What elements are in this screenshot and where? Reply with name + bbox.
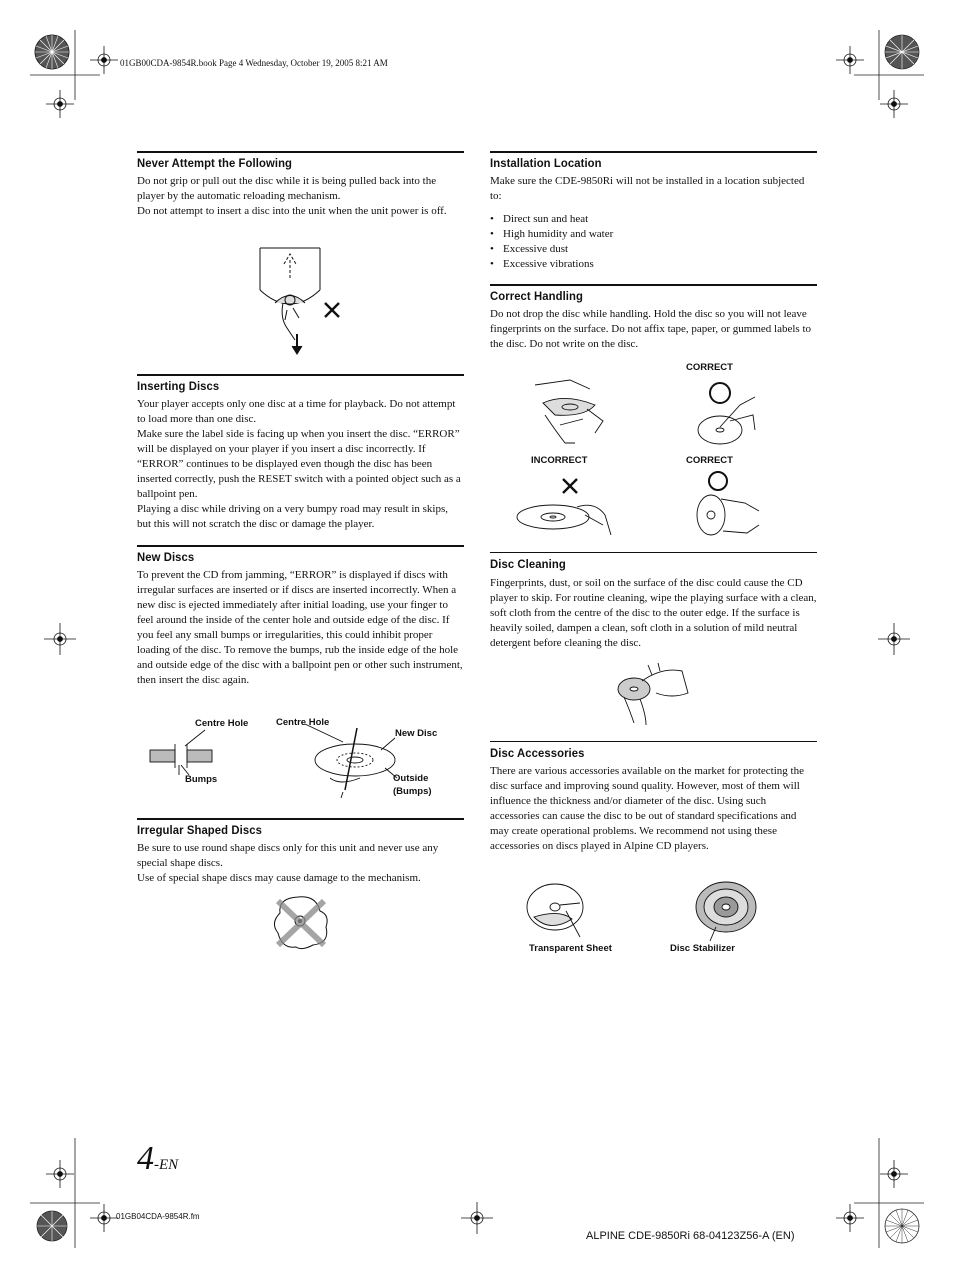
section-body-newdiscs bbox=[137, 568, 464, 688]
list-item: • High humidity and water bbox=[490, 227, 817, 242]
label-disc-stabilizer: Disc Stabilizer bbox=[670, 943, 735, 954]
figure-disc-cleaning bbox=[612, 663, 692, 728]
page-number-suffix: -EN bbox=[154, 1157, 179, 1173]
list-item: • Excessive vibrations bbox=[490, 257, 817, 272]
section-body-never bbox=[137, 174, 464, 219]
label-incorrect: INCORRECT bbox=[531, 455, 588, 466]
label-correct-2: CORRECT bbox=[686, 455, 733, 466]
paragraph: Be sure to use round shape discs only for this unit and never use any special shape discs. bbox=[137, 842, 439, 869]
paragraph: Playing a disc while driving on a very bumpy road may result in skips, but this will not scratch the disc or damage the player. bbox=[137, 503, 449, 530]
section-body-accessories bbox=[490, 764, 817, 854]
section-title-install: Installation Location bbox=[490, 156, 602, 170]
figure-irregular-disc bbox=[268, 893, 338, 953]
label-centre-hole-2: Centre Hole bbox=[276, 717, 330, 728]
list-item: • Excessive dust bbox=[490, 242, 817, 257]
figure-accessories bbox=[520, 875, 780, 945]
label-outside: Outside bbox=[393, 773, 429, 784]
section-body-cleaning bbox=[490, 576, 817, 651]
paragraph: Make sure the label side is facing up when you insert the disc. “ERROR” will be displayed on your player if you insert a disc incorrectly. If “ERROR” continues to be displayed even though the disc has been inserted correctly, push the RESET switch with a pointed object such as a ballpoint pen. bbox=[137, 428, 461, 500]
footer-model: ALPINE CDE-9850Ri 68-04123Z56-A (EN) bbox=[586, 1230, 795, 1242]
list-item: • Direct sun and heat bbox=[490, 212, 817, 227]
page-number-digit: 4 bbox=[137, 1140, 154, 1177]
paragraph: Do not attempt to insert a disc into the unit when the unit power is off. bbox=[137, 205, 447, 217]
label-centre-hole-1: Centre Hole bbox=[195, 718, 249, 729]
rule-cleaning bbox=[490, 552, 817, 553]
paragraph: To prevent the CD from jamming, “ERROR” is displayed if discs with irregular surfaces are inserted or if discs are inserted incorrectly. When a new disc is ejected immediately after initial loading, use your finger to feel around the inside of the center hole and outside edge of the disc. If you feel any small bumps or irregularities, this could inhibit proper loading of the disc. To remove the bumps, rub the inside edge of the hole and outside edge of the disc with a ballpoint pen or other such instrument, then insert the disc again. bbox=[137, 569, 463, 686]
rule-never bbox=[137, 151, 464, 153]
rule-inserting bbox=[137, 374, 464, 376]
label-outside-bumps: (Bumps) bbox=[393, 786, 432, 797]
rule-install bbox=[490, 151, 817, 153]
rule-accessories bbox=[490, 741, 817, 742]
page-number bbox=[137, 1140, 178, 1178]
paragraph: Use of special shape discs may cause damage to the mechanism. bbox=[137, 872, 421, 884]
section-title-inserting: Inserting Discs bbox=[137, 379, 220, 393]
section-body-inserting bbox=[137, 397, 464, 532]
paragraph: Make sure the CDE-9850Ri will not be installed in a location subjected to: bbox=[490, 175, 805, 202]
paragraph: Do not drop the disc while handling. Hold the disc so you will not leave fingerprints on the surface. Do not affix tape, paper, or gummed labels to the disc. Do not write on the disc. bbox=[490, 308, 812, 350]
section-body-install bbox=[490, 174, 817, 204]
section-title-irregular: Irregular Shaped Discs bbox=[137, 823, 262, 837]
section-title-cleaning: Disc Cleaning bbox=[490, 557, 566, 571]
section-title-never: Never Attempt the Following bbox=[137, 156, 293, 170]
install-bullets bbox=[490, 212, 817, 272]
file-info-top: 01GB00CDA-9854R.book Page 4 Wednesday, October 19, 2005 8:21 AM bbox=[120, 58, 388, 68]
section-body-irregular bbox=[137, 841, 464, 886]
paragraph: Fingerprints, dust, or soil on the surface of the disc could cause the CD player to skip. For routine cleaning, wipe the playing surface with a clean, soft cloth from the centre of the disc to the outer edge. If the surface is heavily soiled, dampen a clean, soft cloth in a solution of mild neutral detergent before cleaning the disc. bbox=[490, 577, 817, 649]
section-title-newdiscs: New Discs bbox=[137, 550, 195, 564]
label-correct-1: CORRECT bbox=[686, 362, 733, 373]
label-new-disc: New Disc bbox=[395, 728, 438, 739]
rule-newdiscs bbox=[137, 545, 464, 547]
label-transparent-sheet: Transparent Sheet bbox=[529, 943, 612, 954]
section-body-handling bbox=[490, 307, 817, 352]
paragraph: Your player accepts only one disc at a time for playback. Do not attempt to load more than one disc. bbox=[137, 398, 456, 425]
figure-correct-handling bbox=[515, 375, 775, 545]
rule-irregular bbox=[137, 818, 464, 820]
paragraph: There are various accessories available on the market for protecting the disc surface and improving sound quality. However, most of them will influence the thickness and/or diameter of the disc. Using such accessories can cause the disc to be out of standard specifications and may create operational problems. We recommend not using these accessories on discs played in Alpine CD players. bbox=[490, 765, 804, 852]
section-title-accessories: Disc Accessories bbox=[490, 746, 585, 760]
rule-handling bbox=[490, 284, 817, 286]
file-info-bottom: 01GB04CDA-9854R.fm bbox=[116, 1212, 200, 1221]
label-bumps: Bumps bbox=[185, 774, 218, 785]
figure-pull-disc bbox=[255, 248, 355, 358]
paragraph: Do not grip or pull out the disc while it is being pulled back into the player by the automatic reloading mechanism. bbox=[137, 175, 437, 202]
section-title-handling: Correct Handling bbox=[490, 289, 584, 303]
